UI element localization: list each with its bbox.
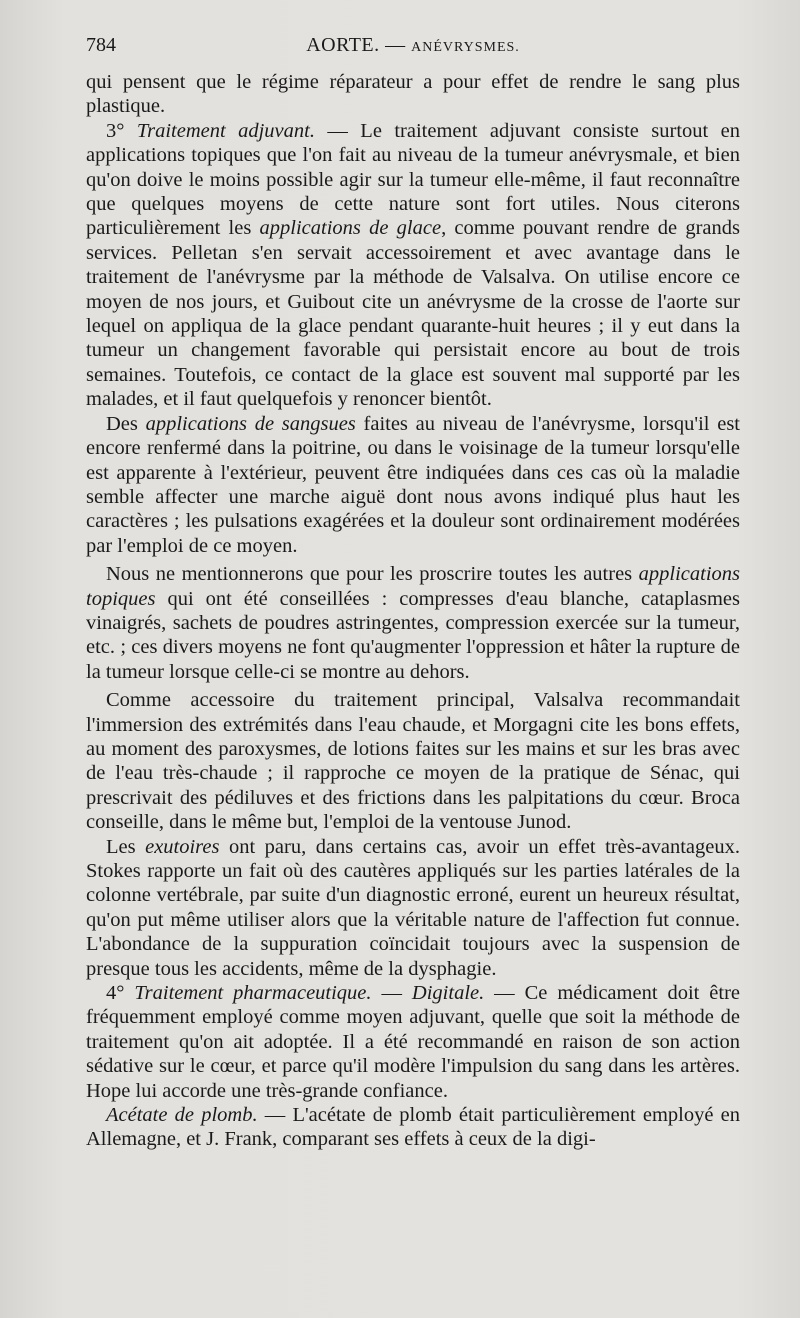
text-segment: Comme accessoire du traitement principal, Valsalva recommandait l'immersion des extrémités dans l'eau chaude, et Morgagni cite les bons effets, au moment des paroxysmes, de lotions faites sur les mains et sur les bras avec de l'eau très-chaude ; il rapproche ce moyen de la pratique de Sénac, qui prescrivait des pédiluves et des frictions dans les palpitations du cœur. Broca conseille, dans le même but, l'emploi de la ventouse Junod.: [86, 689, 740, 834]
paragraph: [86, 981, 740, 1103]
body-text: [86, 70, 740, 1152]
text-segment: — Le traitement adjuvant consiste surtout en applications topiques que l'on fait au niveau de la tumeur anévrysmale, et bien qu'on doive le moins possible agir sur la tumeur elle-même, il faut reconnaître que quelques moyens de cette nature sont fort utiles. Nous citerons particulièrement les: [86, 119, 741, 240]
paragraph: [86, 688, 740, 834]
text-segment: —: [371, 982, 412, 1005]
paragraph: [86, 70, 740, 119]
running-head-title: [86, 34, 740, 57]
italic-text: Acétate de plomb.: [106, 1104, 258, 1127]
text-segment: Les: [106, 835, 146, 858]
text-segment: 3°: [106, 119, 137, 142]
paragraph: [86, 835, 740, 981]
paragraph: [86, 562, 740, 684]
text-segment: — Ce médicament doit être fréquemment employé comme moyen adjuvant, quelle que soit la méthode de traitement qu'on ait adoptée. Il a été recommandé en raison de son action sédative sur le cœur, et parce qu'il modère l'impulsion du sang dans les artères. Hope lui accorde une très-grande confiance.: [86, 982, 741, 1102]
italic-text: Digitale.: [411, 982, 485, 1005]
text-segment: Nous ne mentionnerons que pour les proscrire toutes les autres: [106, 563, 639, 586]
running-head-sub: ANÉVRYSMES.: [411, 40, 520, 55]
page-number: 784: [86, 34, 116, 56]
paragraph: [86, 119, 740, 412]
paragraph: [86, 412, 740, 558]
running-head-main: AORTE. —: [306, 34, 412, 56]
text-segment: qui ont été conseillées : compresses d'eau blanche, cataplasmes vinaigrés, sachets de poudres astringentes, compression exercée sur la tumeur, etc. ; ces divers moyens ne font qu'augmenter l'oppression et hâter la rupture de la tumeur lorsque celle-ci se montre au dehors.: [86, 587, 740, 683]
text-segment: Des: [106, 412, 146, 435]
italic-text: applications de sangsues: [145, 412, 356, 435]
text-segment: — L'acétate de plomb était particulièrement employé en Allemagne, et J. Frank, comparant ses effets à ceux de la digi-: [86, 1104, 741, 1151]
italic-text: exutoires: [145, 835, 220, 858]
text-segment: , comme pouvant rendre de grands services. Pelletan s'en servait accessoirement et avec avantage dans le traitement de l'anévrysme par la méthode de Valsalva. On utilise encore ce moyen de nos jours, et Guibout cite un anévrysme de la crosse de l'aorte sur lequel on appliqua de la glace pendant quarante-huit heures ; il y eut dans la tumeur un changement favorable qui persistait encore au bout de trois semaines. Toutefois, ce contact de la glace est souvent mal supporté par les malades, et il faut quelquefois y renoncer bientôt.: [86, 217, 740, 411]
text-segment: faites au niveau de l'anévrysme, lorsqu'il est encore renfermé dans la poitrine, ou dans le voisinage de la tumeur lorsqu'elle est apparente à l'extérieur, peuvent être indiquées dans ces cas où la maladie semble affecter une marche aiguë dont nous avons indiqué plus haut les caractères ; les pulsations exagérées et la douleur sont ordinairement modérées par l'emploi de ce moyen.: [86, 412, 740, 557]
text-segment: ont paru, dans certains cas, avoir un effet très-avantageux. Stokes rapporte un fait où des cautères appliqués sur les parties latérales de la colonne vertébrale, par suite d'un diagnostic erroné, eurent un heureux résultat, qu'on put même utiliser alors que la véritable nature de l'affection fut connue. L'abondance de la suppuration coïncidait toujours avec la suspension de presque tous les accidents, même de la dysphagie.: [86, 835, 740, 980]
italic-text: applications topiques: [86, 563, 740, 610]
paragraph: [86, 1103, 740, 1152]
running-header: [86, 34, 740, 64]
italic-text: applications de glace: [259, 217, 442, 240]
italic-text: Traitement adjuvant.: [136, 119, 315, 142]
text-segment: qui pensent que le régime réparateur a pour effet de rendre le sang plus plastique.: [86, 71, 740, 118]
italic-text: Traitement pharmaceutique.: [134, 982, 372, 1005]
text-segment: 4°: [106, 982, 135, 1005]
